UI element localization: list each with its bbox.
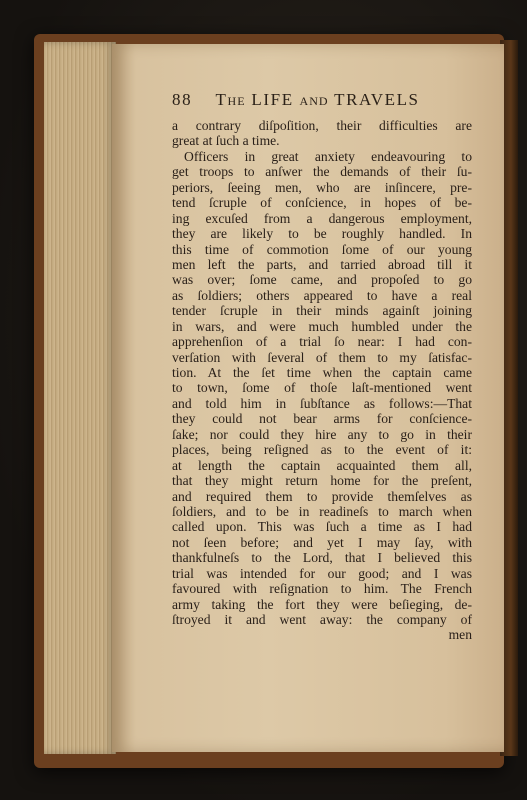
text-line: not ſeen before; and yet I may ſay, with — [172, 534, 472, 550]
text-line: apprehenſion of a trial ſo near: I had con- — [172, 334, 472, 350]
header-title-travels: TRAVELS — [334, 90, 420, 109]
text-line: that they might return home for the preſent, — [172, 473, 472, 489]
running-header — [172, 90, 472, 110]
text-line: army taking the fort they were beſieging, de- — [172, 596, 472, 612]
text-line: tender ſcruple in their minds againſt joining — [172, 303, 472, 319]
text-line: verſation with ſeveral of them to my ſatisfac- — [172, 349, 472, 365]
text-line: to town, ſome of thoſe laſt-mentioned went — [172, 380, 472, 396]
header-title-the: THE — [215, 90, 246, 109]
text-line: was over; ſome came, and propoſed to go — [172, 272, 472, 288]
text-line: they are likely to be roughly handled. In — [172, 226, 472, 242]
text-line: favoured with reſignation to him. The French — [172, 581, 472, 597]
text-line: in wars, and were much humbled under the — [172, 318, 472, 334]
text-line: this time of commotion ſome of our young — [172, 241, 472, 257]
text-line: they could not bear arms for conſcience- — [172, 411, 472, 427]
page-number: 88 — [172, 90, 193, 109]
text-line: trial was intended for our good; and I was — [172, 565, 472, 581]
text-line: tend ſcruple of conſcience, in hopes of be- — [172, 195, 472, 211]
text-line: great at ſuch a time. — [172, 133, 280, 149]
text-line: at length the captain acquainted them all, — [172, 457, 472, 473]
text-line: men left the parts, and tarried abroad till it — [172, 256, 472, 272]
catchword: men — [448, 627, 472, 643]
text-line: as ſoldiers; others appeared to have a real — [172, 287, 472, 303]
text-line: and told him in ſubſtance as follows:—That — [172, 395, 472, 411]
text-line: tion. At the ſet time when the captain came — [172, 365, 472, 380]
text-line: and required them to provide themſelves as — [172, 488, 472, 504]
header-title-and: AND — [299, 94, 329, 108]
text-line: places, being reſigned as to the event of it: — [172, 442, 472, 458]
text-line: ſtroyed it and went away: the company of — [172, 612, 472, 627]
text-line: ſake; nor could they hire any to go in their — [172, 426, 472, 442]
text-line: ſoldiers, and to be in readineſs to march when — [172, 503, 472, 519]
header-title-life: LIFE — [251, 90, 294, 109]
text-line: a contrary diſpoſition, their difficulties are — [172, 118, 472, 133]
text-line: periors, ſeeing men, who are inſincere, pre- — [172, 179, 472, 195]
text-line: thankfulneſs to the Lord, that I believed this — [172, 550, 472, 566]
page-edges — [44, 42, 116, 754]
text-line: Officers in great anxiety endeavouring to — [184, 148, 472, 164]
text-line: ing excuſed from a dangerous employment, — [172, 210, 472, 226]
text-line: get troops to anſwer the demands of their ſu- — [172, 164, 472, 180]
body-text — [172, 118, 472, 643]
text-line: called upon. This was ſuch a time as I had — [172, 519, 472, 535]
